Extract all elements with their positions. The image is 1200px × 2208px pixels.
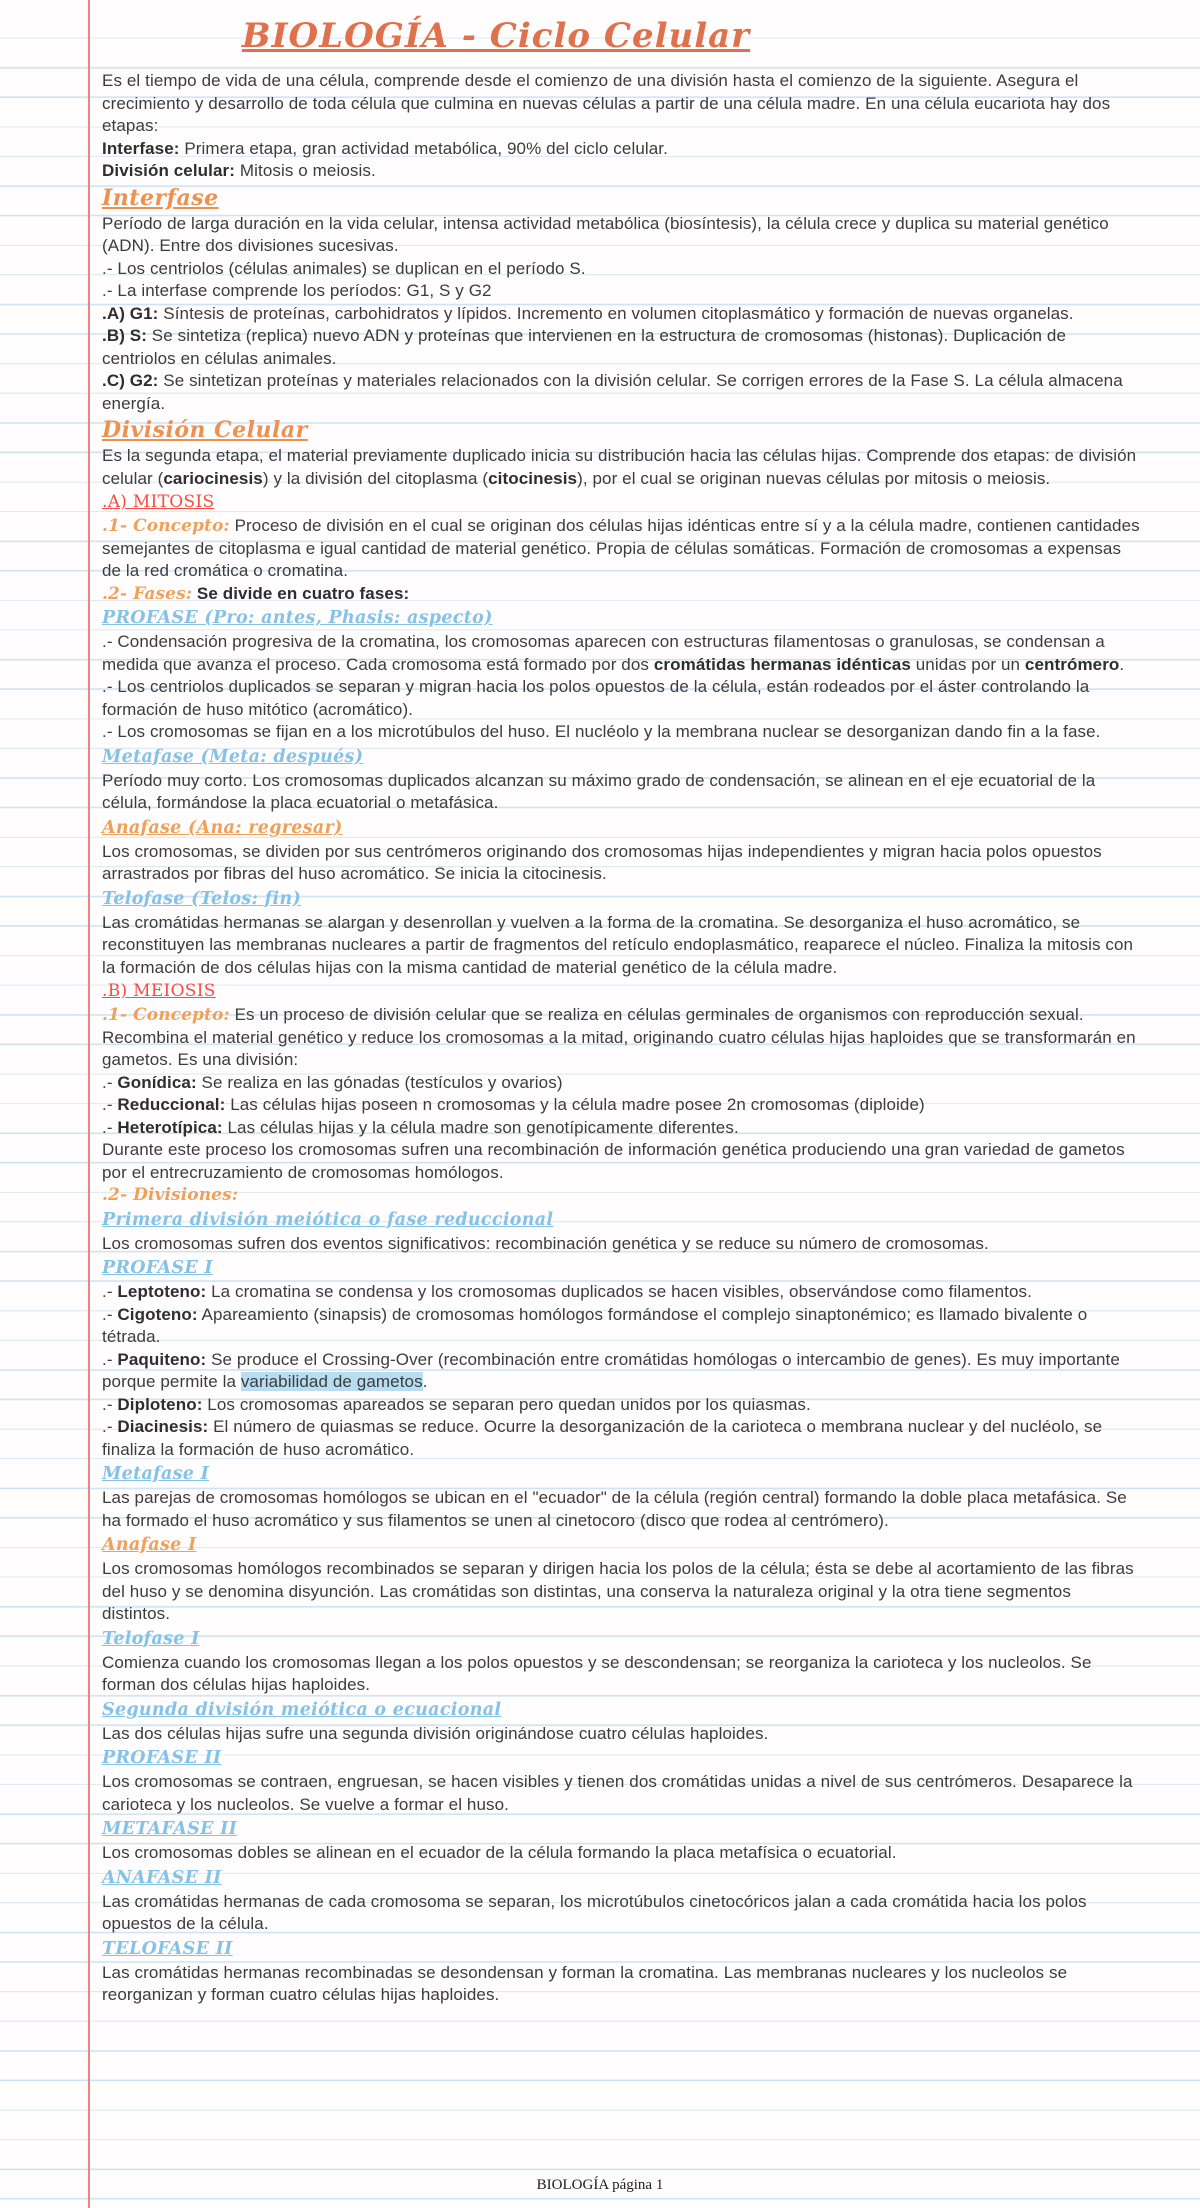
paragraph: [102, 1004, 1140, 1072]
section-heading-text: PROFASE I: [102, 1258, 213, 1278]
paragraph: [102, 280, 1140, 303]
paragraph: [102, 515, 1140, 583]
paragraph: [102, 912, 1140, 980]
paragraph: [102, 583, 1140, 606]
text-run: Síntesis de proteínas, carbohidratos y lípidos. Incremento en volumen citoplasmático y formación de nuevas organelas.: [158, 303, 1074, 323]
text-run: Mitosis o meiosis.: [235, 161, 376, 180]
text-run: Es un proceso de división celular que se realiza en células germinales de organismos con reproducción sexual. Recombina el material genético y reduce los cromosomas a la mitad, originando cuatro células hijas haploides que se transformarán en gametos. Es una división:: [102, 1005, 1136, 1069]
text-run: cromátidas hermanas idénticas: [653, 654, 911, 674]
section-heading-text: Metafase I: [102, 1464, 210, 1484]
paragraph: [102, 1891, 1140, 1936]
text-run: ), por el cual se originan nuevas células por mitosis o meiosis.: [577, 468, 1051, 488]
text-run: cariocinesis: [163, 468, 263, 488]
text-run: .B) S:: [102, 326, 147, 345]
paragraph: [102, 213, 1140, 258]
text-run: Las cromátidas hermanas recombinadas se desondensan y forman la cromatina. Las membranas nucleares y los nucleolos se reorganizan y forman cuatro células hijas haploides.: [102, 1962, 1068, 2004]
text-run: Primera etapa, gran actividad metabólica, 90% del ciclo celular.: [179, 138, 668, 158]
section-heading: [102, 1627, 1140, 1651]
text-run: Interfase:: [102, 138, 180, 158]
section-heading: [102, 1208, 1140, 1232]
paragraph: [102, 1416, 1140, 1461]
paragraph: [102, 258, 1140, 281]
text-run: .- Los centriolos (células animales) se duplican en el período S.: [102, 258, 586, 278]
text-run: Período muy corto. Los cromosomas duplicados alcanzan su máximo grado de condensación, se alinean en el eje ecuatorial de la célula, formándose la placa ecuatorial o metafásica.: [102, 770, 1096, 812]
text-run: Los cromosomas apareados se separan pero quedan unidos por los quiasmas.: [202, 1394, 811, 1414]
text-run: centrómero: [1024, 654, 1120, 674]
text-run: Reduccional:: [117, 1095, 226, 1114]
text-run: Los cromosomas se contraen, engruesan, se hacen visibles y tienen dos cromátidas unidas a nivel de sus centrómeros. Desaparece la carioteca y los nucleolos. Se vuelve a formar el huso.: [102, 1772, 1133, 1814]
inline-label: .1- Concepto:: [102, 1005, 230, 1025]
paragraph: [102, 1394, 1140, 1417]
paragraph: [102, 1962, 1140, 2007]
text-run: Durante este proceso los cromosomas sufren una recombinación de información genética produciendo una gran variedad de gametos por el entrecruzamiento de cromosomas homólogos.: [102, 1140, 1125, 1182]
text-run: Las cromátidas hermanas se alargan y desenrollan y vuelven a la forma de la cromatina. Se desorganiza el huso acromático, se reconstituyen las membranas nucleares a partir de fragmentos del retículo endoplasmático, reaparece el núcleo. Finaliza la mitosis con la formación de dos células hijas con la misma cantidad de material genético de la célula madre.: [102, 912, 1134, 977]
section-heading: [102, 606, 1140, 630]
section-heading: [102, 816, 1140, 840]
paragraph: [102, 1652, 1140, 1697]
section-heading-text: Primera división meiótica o fase reduccional: [102, 1209, 554, 1230]
text-run: .- Condensación progresiva de la cromatina, los cromosomas aparecen con estructuras filamentosas o granulosas, se condensan a medida que avanza el proceso. Cada cromosoma está formado por dos: [102, 632, 1105, 674]
text-run: .C) G2:: [102, 371, 159, 390]
text-run: .-: [102, 1072, 118, 1092]
text-run: Apareamiento (sinapsis) de cromosomas homólogos formándose el complejo sinaptonémico; es llamado bivalente o tétrada.: [102, 1304, 1088, 1346]
text-run: .-: [102, 1394, 118, 1414]
paragraph: [102, 1304, 1140, 1349]
section-heading: [102, 1533, 1140, 1557]
section-heading-text: Telofase I: [102, 1628, 200, 1649]
text-run: .-: [102, 1095, 118, 1114]
paragraph: [102, 1349, 1140, 1394]
text-run: .A) G1:: [102, 303, 159, 323]
text-run: Proceso de división en el cual se originan dos células hijas idénticas entre sí y a la célula madre, contienen cantidades semejantes de citoplasma e igual cantidad de material genético. Propia de células somáticas. Formación de cromosomas a expensas de la red cromática o cromatina.: [102, 516, 1140, 580]
text-run: ) y la división del citoplasma (: [262, 468, 489, 488]
text-run: Gonídica:: [117, 1072, 197, 1092]
text-run: .- La interfase comprende los períodos: G1, S y G2: [102, 281, 492, 300]
text-run: Las células hijas poseen n cromosomas y la célula madre posee 2n cromosomas (diploide): [225, 1095, 925, 1114]
highlighted-text: variabilidad de gametos: [240, 1372, 423, 1391]
paragraph: [102, 1842, 1140, 1865]
paragraph: [102, 138, 1140, 161]
text-run: Se sintetizan proteínas y materiales relacionados con la división celular. Se corrigen errores de la Fase S. La célula almacena energía.: [102, 371, 1123, 413]
section-heading-text: .A) MITOSIS: [102, 492, 215, 512]
text-run: Heterotípica:: [117, 1117, 223, 1137]
section-heading: [102, 1256, 1140, 1280]
section-heading-text: PROFASE (Pro: antes, Phasis: aspecto): [102, 608, 493, 628]
text-run: Las células hijas y la célula madre son genotípicamente diferentes.: [222, 1117, 739, 1137]
paragraph: [102, 445, 1140, 490]
section-heading-text: Segunda división meiótica o ecuacional: [102, 1699, 502, 1720]
text-run: Leptoteno:: [117, 1282, 207, 1301]
section-heading-text: .B) MEIOSIS: [102, 981, 216, 1001]
section-heading-text: Interfase: [102, 184, 219, 211]
text-run: Las cromátidas hermanas de cada cromosoma se separan, los microtúbulos cinetocóricos jalan a cada cromátida hacia los polos opuestos de la célula.: [102, 1891, 1087, 1933]
section-heading: [102, 1866, 1140, 1890]
paragraph: [102, 160, 1140, 183]
section-heading: [102, 1698, 1140, 1722]
inline-label: .2- Divisiones:: [102, 1185, 239, 1205]
section-heading: [102, 1817, 1140, 1841]
note-content: [102, 14, 1140, 2007]
section-heading-text: Telofase (Telos: fin): [102, 888, 302, 909]
paragraph: [102, 676, 1140, 721]
text-run: .-: [102, 1304, 118, 1324]
section-heading-text: METAFASE II: [102, 1819, 238, 1839]
paragraph: [102, 303, 1140, 326]
text-run: Los cromosomas homólogos recombinados se separan y dirigen hacia los polos de la célula; ésta se debe al acortamiento de las fibras del huso y se denomina disyunción. Las cromátidas son distintas, una conserva la naturaleza original y la otra tiene segmentos distintos.: [102, 1559, 1134, 1623]
section-heading: [102, 184, 1140, 212]
paragraph: [102, 1117, 1140, 1140]
text-run: Comienza cuando los cromosomas llegan a los polos opuestos y se descondensan; se reorganiza la carioteca y los nucleolos. Se forman dos células hijas haploides.: [102, 1652, 1092, 1694]
paragraph: [102, 770, 1140, 815]
paragraph: [102, 1072, 1140, 1095]
section-heading: [102, 491, 1140, 514]
inline-label: .2- Fases:: [102, 583, 193, 604]
text-run: .-: [102, 1349, 118, 1369]
paragraph: [102, 1233, 1140, 1256]
text-run: Las parejas de cromosomas homólogos se ubican en el "ecuador" de la célula (región central) formando la doble placa metafásica. Se ha formado el huso acromático y sus filamentos se unen al cinetocoro (disco que rodea al centrómero).: [102, 1488, 1127, 1530]
section-heading-text: PROFASE II: [102, 1748, 222, 1768]
paragraph: [102, 70, 1140, 138]
paragraph: [102, 1771, 1140, 1816]
section-heading: [102, 1462, 1140, 1486]
section-heading: [102, 980, 1140, 1003]
text-run: Cigoteno:: [117, 1304, 198, 1324]
text-run: .: [422, 1372, 428, 1391]
text-run: División celular:: [102, 161, 236, 180]
section-heading-text: División Celular: [102, 417, 308, 443]
text-run: Los cromosomas, se dividen por sus centrómeros originando dos cromosomas hijas independientes y migran hacia polos opuestos arrastrados por fibras del huso acromático. Se inicia la citocinesis.: [102, 841, 1102, 883]
section-heading-text: Anafase I: [102, 1535, 197, 1555]
text-run: El número de quiasmas se reduce. Ocurre la desorganización de la carioteca o membrana nuclear y del nucléolo, se finaliza la formación de huso acromático.: [102, 1417, 1103, 1459]
text-run: Diacinesis:: [117, 1417, 209, 1436]
text-run: .-: [102, 1117, 118, 1137]
text-run: Es la segunda etapa, el material previamente duplicado inicia su distribución hacia las células hijas. Comprende dos etapas: de división celular (: [102, 446, 1137, 488]
section-heading-text: ANAFASE II: [102, 1867, 222, 1888]
text-run: Se divide en cuatro fases:: [192, 583, 410, 603]
paragraph: [102, 370, 1140, 415]
section-heading: [102, 416, 1140, 444]
text-run: Las dos células hijas sufre una segunda división originándose cuatro células haploides.: [102, 1723, 769, 1743]
text-run: Paquiteno:: [117, 1349, 207, 1369]
text-run: Se sintetiza (replica) nuevo ADN y proteínas que intervienen en la estructura de cromosomas (histonas). Duplicación de centriolos en células animales.: [102, 326, 1067, 368]
section-heading-text: Metafase (Meta: después): [102, 746, 364, 767]
text-run: Los cromosomas sufren dos eventos significativos: recombinación genética y se reduce su número de cromosomas.: [102, 1233, 989, 1253]
paragraph: [102, 1281, 1140, 1304]
text-run: .: [1119, 654, 1125, 674]
page-title-text: BIOLOGÍA - Ciclo Celular: [241, 16, 751, 56]
note-body: [102, 70, 1140, 2007]
section-heading: [102, 1937, 1140, 1961]
paragraph: [102, 721, 1140, 744]
margin-line: [88, 0, 90, 2208]
section-heading: [102, 887, 1140, 911]
inline-label: .1- Concepto:: [102, 516, 230, 536]
section-heading-text: Anafase (Ana: regresar): [102, 817, 343, 838]
text-run: citocinesis: [488, 468, 578, 488]
paragraph: [102, 841, 1140, 886]
paragraph: [102, 1487, 1140, 1532]
paragraph: [102, 1723, 1140, 1746]
text-run: .- Los centriolos duplicados se separan y migran hacia los polos opuestos de la célula, están rodeados por el áster controlando la formación de huso mitótico (acromático).: [102, 677, 1090, 719]
text-run: unidas por un: [910, 654, 1025, 674]
paragraph: [102, 1558, 1140, 1626]
page-title: [102, 16, 1140, 56]
text-run: Diploteno:: [117, 1394, 203, 1414]
section-heading-text: TELOFASE II: [102, 1938, 233, 1959]
text-run: Período de larga duración en la vida celular, intensa actividad metabólica (biosíntesis), la célula crece y duplica su material genético (ADN). Entre dos divisiones sucesivas.: [102, 213, 1109, 255]
paragraph: [102, 631, 1140, 676]
paragraph: [102, 1184, 1140, 1207]
section-heading: [102, 1746, 1140, 1770]
text-run: .-: [102, 1282, 118, 1301]
text-run: Es el tiempo de vida de una célula, comprende desde el comienzo de una división hasta el comienzo de la siguiente. Asegura el crecimiento y desarrollo de toda célula que culmina en nuevas células a partir de una célula madre. En una célula eucariota hay dos etapas:: [102, 71, 1111, 135]
text-run: .-: [102, 1417, 118, 1436]
page-footer: BIOLOGÍA página 1: [536, 2177, 664, 2193]
text-run: La cromatina se condensa y los cromosomas duplicados se hacen visibles, observándose como filamentos.: [206, 1282, 1032, 1301]
section-heading: [102, 745, 1140, 769]
text-run: .- Los cromosomas se fijan en a los microtúbulos del huso. El nucléolo y la membrana nuclear se desorganizan dando fin a la fase.: [102, 722, 1101, 741]
paragraph: [102, 1094, 1140, 1117]
text-run: Se realiza en las gónadas (testículos y ovarios): [196, 1072, 563, 1092]
paragraph: [102, 325, 1140, 370]
paragraph: [102, 1139, 1140, 1184]
text-run: Los cromosomas dobles se alinean en el ecuador de la célula formando la placa metafísica o ecuatorial.: [102, 1843, 897, 1862]
text-run: Se produce el Crossing-Over (recombinación entre cromátidas homólogas o intercambio de genes). Es muy importante porque permite la: [102, 1349, 1120, 1391]
